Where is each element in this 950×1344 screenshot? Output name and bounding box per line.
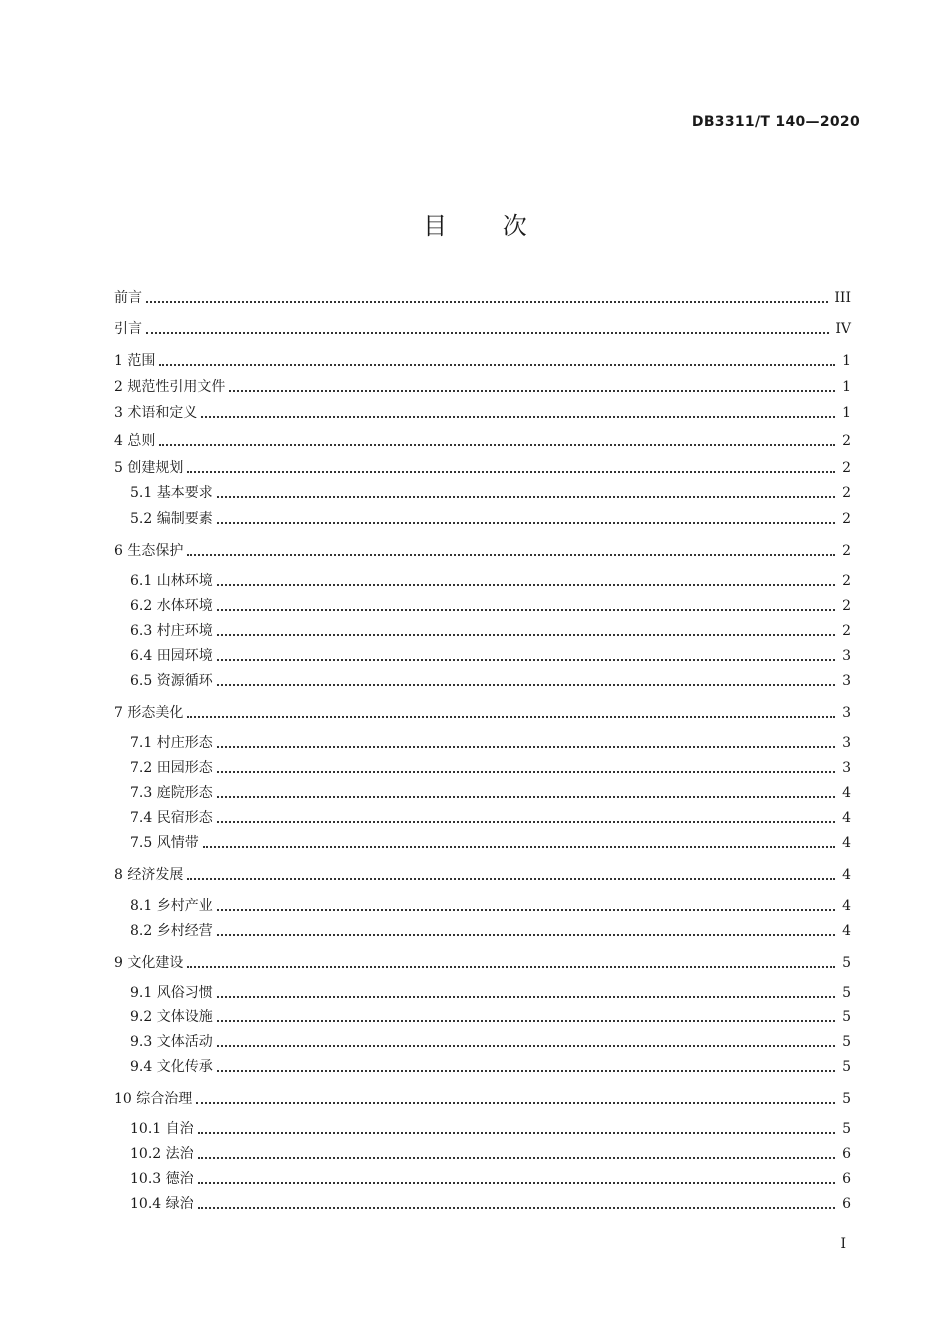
toc-dot-leader [146, 318, 829, 340]
toc-entry[interactable] [130, 1031, 851, 1053]
page-title: 目 次 [423, 212, 551, 240]
toc-entry-page: 6 [842, 1146, 851, 1162]
toc-entry[interactable] [130, 645, 851, 667]
toc-entry[interactable] [130, 807, 851, 829]
toc-entry[interactable] [130, 782, 851, 804]
toc-entry-label: 6.4 田园环境 [130, 648, 213, 664]
toc-entry[interactable] [130, 1193, 851, 1215]
toc-entry-page: 1 [842, 405, 851, 421]
toc-entry[interactable] [130, 982, 851, 1004]
toc-dot-leader [217, 1031, 835, 1053]
toc-dot-leader [217, 1006, 835, 1028]
toc-entry[interactable] [114, 318, 851, 340]
toc-entry-page: 3 [842, 705, 851, 721]
toc-entry[interactable] [130, 1143, 851, 1165]
toc-dot-leader [217, 782, 835, 804]
toc-entry[interactable] [130, 1118, 851, 1140]
toc-entry-label: 7 形态美化 [114, 705, 184, 721]
toc-dot-leader [187, 952, 835, 974]
toc-dot-leader [198, 1118, 835, 1140]
toc-entry-label: 9.1 风俗习惯 [130, 985, 213, 1001]
toc-entry[interactable] [130, 595, 851, 617]
toc-entry-label: 4 总则 [114, 433, 156, 449]
toc-dot-leader [217, 482, 835, 504]
toc-entry-page: 2 [842, 623, 851, 639]
toc-dot-leader [187, 864, 835, 886]
toc-entry[interactable] [114, 402, 851, 424]
toc-entry-page: 2 [842, 598, 851, 614]
toc-entry-label: 7.5 风情带 [130, 835, 199, 851]
toc-dot-leader [187, 702, 835, 724]
toc-entry-page: 3 [842, 673, 851, 689]
toc-dot-leader [217, 807, 835, 829]
toc-dot-leader [217, 732, 835, 754]
toc-entry-label: 引言 [114, 321, 142, 337]
toc-entry-page: 3 [842, 735, 851, 751]
toc-dot-leader [159, 350, 835, 372]
toc-dot-leader [201, 402, 835, 424]
toc-dot-leader [187, 540, 835, 562]
toc-entry-page: 1 [842, 379, 851, 395]
toc-entry-label: 9.3 文体活动 [130, 1034, 213, 1050]
toc-entry[interactable] [130, 482, 851, 504]
toc-entry[interactable] [130, 895, 851, 917]
toc-entry[interactable] [130, 508, 851, 530]
toc-dot-leader [217, 895, 835, 917]
toc-entry-label: 1 范围 [114, 353, 156, 369]
toc-entry-label: 5.1 基本要求 [130, 485, 213, 501]
toc-entry-page: 5 [842, 1034, 851, 1050]
toc-entry-page: 2 [842, 485, 851, 501]
toc-entry[interactable] [114, 287, 851, 309]
toc-entry[interactable] [114, 540, 851, 562]
toc-entry-label: 10 综合治理 [114, 1091, 193, 1107]
toc-entry-page: 2 [842, 511, 851, 527]
toc-dot-leader [198, 1168, 835, 1190]
toc-dot-leader [217, 645, 835, 667]
toc-entry-label: 9 文化建设 [114, 955, 184, 971]
toc-entry-label: 5 创建规划 [114, 460, 184, 476]
toc-entry-label: 9.4 文化传承 [130, 1059, 213, 1075]
toc-entry-label: 9.2 文体设施 [130, 1009, 213, 1025]
toc-dot-leader [217, 670, 835, 692]
toc-entry-page: 4 [842, 810, 851, 826]
toc-dot-leader [217, 1056, 835, 1078]
toc-entry-label: 10.1 自治 [130, 1121, 194, 1137]
toc-entry[interactable] [130, 670, 851, 692]
toc-entry-page: 4 [842, 867, 851, 883]
toc-entry-page: 3 [842, 760, 851, 776]
toc-dot-leader [217, 757, 835, 779]
page-number: I [840, 1236, 846, 1252]
toc-entry-page: 4 [842, 898, 851, 914]
toc-entry-label: 10.2 法治 [130, 1146, 194, 1162]
toc-entry-page: 5 [842, 1009, 851, 1025]
toc-dot-leader [159, 430, 835, 452]
toc-entry-label: 6.5 资源循环 [130, 673, 213, 689]
toc-entry-label: 6.1 山林环境 [130, 573, 213, 589]
toc-entry-page: 5 [842, 1059, 851, 1075]
toc-entry-page: 5 [842, 1121, 851, 1137]
toc-entry-page: 2 [842, 573, 851, 589]
toc-entry-label: 6.2 水体环境 [130, 598, 213, 614]
toc-entry[interactable] [130, 1168, 851, 1190]
toc-entry-label: 2 规范性引用文件 [114, 379, 226, 395]
toc-entry[interactable] [114, 350, 851, 372]
toc-entry[interactable] [130, 1056, 851, 1078]
toc-entry-page: 6 [842, 1196, 851, 1212]
toc-entry-page: 1 [842, 353, 851, 369]
toc-dot-leader [203, 832, 835, 854]
toc-entry-label: 7.1 村庄形态 [130, 735, 213, 751]
toc-dot-leader [217, 920, 835, 942]
toc-dot-leader [217, 620, 835, 642]
toc-entry-label: 8 经济发展 [114, 867, 184, 883]
toc-entry[interactable] [130, 920, 851, 942]
toc-entry-page: 2 [842, 460, 851, 476]
toc-entry[interactable] [130, 732, 851, 754]
toc-entry-label: 8.2 乡村经营 [130, 923, 213, 939]
toc-entry[interactable] [114, 1088, 851, 1110]
toc-dot-leader [198, 1193, 835, 1215]
toc-entry[interactable] [114, 952, 851, 974]
toc-entry-page: 4 [842, 835, 851, 851]
toc-entry[interactable] [114, 376, 851, 398]
toc-entry[interactable] [114, 457, 851, 479]
toc-entry-page: 2 [842, 433, 851, 449]
toc-entry[interactable] [130, 1006, 851, 1028]
toc-entry[interactable] [114, 430, 851, 452]
toc-dot-leader [146, 287, 828, 309]
toc-entry-label: 前言 [114, 290, 142, 306]
toc-entry-label: 3 术语和定义 [114, 405, 198, 421]
toc-entry-label: 7.4 民宿形态 [130, 810, 213, 826]
toc-entry-label: 7.3 庭院形态 [130, 785, 213, 801]
toc-entry-page: III [834, 290, 851, 306]
toc-entry-label: 7.2 田园形态 [130, 760, 213, 776]
toc-entry-page: 5 [842, 955, 851, 971]
toc-entry-label: 6.3 村庄环境 [130, 623, 213, 639]
toc-entry[interactable] [114, 702, 851, 724]
toc-dot-leader [196, 1088, 835, 1110]
document-code: DB3311/T 140—2020 [691, 114, 860, 130]
toc-entry[interactable] [130, 832, 851, 854]
toc-dot-leader [217, 595, 835, 617]
toc-entry-label: 6 生态保护 [114, 543, 184, 559]
toc-dot-leader [229, 376, 835, 398]
toc-entry-page: 4 [842, 785, 851, 801]
toc-entry[interactable] [130, 757, 851, 779]
toc-dot-leader [187, 457, 835, 479]
toc-entry-page: 6 [842, 1171, 851, 1187]
toc-entry-page: 3 [842, 648, 851, 664]
toc-entry[interactable] [114, 864, 851, 886]
toc-entry[interactable] [130, 620, 851, 642]
toc-entry-label: 5.2 编制要素 [130, 511, 213, 527]
toc-dot-leader [198, 1143, 835, 1165]
toc-entry-page: 2 [842, 543, 851, 559]
toc-entry[interactable] [130, 570, 851, 592]
toc-entry-label: 10.3 德治 [130, 1171, 194, 1187]
toc-entry-label: 8.1 乡村产业 [130, 898, 213, 914]
toc-entry-page: IV [835, 321, 851, 337]
toc-entry-page: 5 [842, 1091, 851, 1107]
toc-entry-page: 4 [842, 923, 851, 939]
toc-entry-label: 10.4 绿治 [130, 1196, 194, 1212]
toc-entry-page: 5 [842, 985, 851, 1001]
toc-dot-leader [217, 508, 835, 530]
toc-dot-leader [217, 982, 835, 1004]
toc-dot-leader [217, 570, 835, 592]
